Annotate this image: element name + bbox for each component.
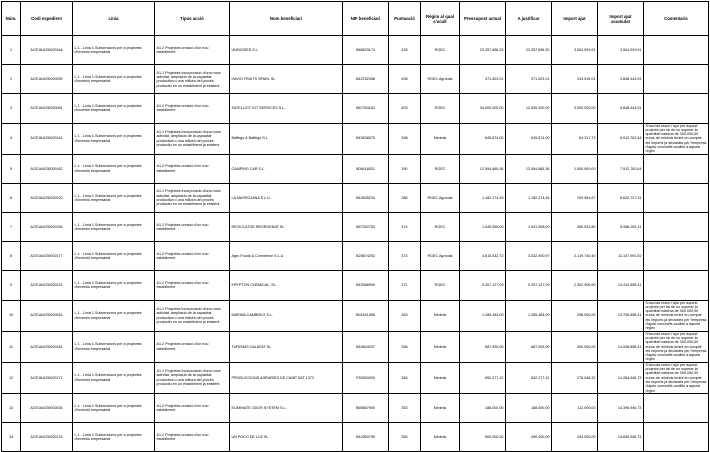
- header-regim: Règim al qual s'acull: [421, 2, 460, 36]
- cell-acumulat: 3.504.929,91: [598, 36, 644, 65]
- header-codi: Codi expedient: [21, 2, 73, 36]
- cell-num: 6: [2, 183, 21, 212]
- cell-linia: L.1 - Línia 1.Subvencions per a projectes d'inversió empresarial: [73, 36, 155, 65]
- cell-tipus: A1.1 Projectes incorporació d'una nova activitat, ampliació de la capacitat productiva o una millora del procés productiu en un establiment ja existent: [155, 123, 230, 154]
- cell-acumulat: 7.912.762,64: [598, 154, 644, 183]
- cell-justificar: 645.874,00: [506, 123, 552, 154]
- table-row: [2, 183, 709, 212]
- cell-linia: L.1 - Línia 1.Subvencions per a projectes d'inversió empresarial: [73, 183, 155, 212]
- cell-linia: L.1 - Línia 1.Subvencions per a projectes d'inversió empresarial: [73, 154, 155, 183]
- cell-pressupost: 3.615.532,72: [460, 242, 506, 271]
- cell-num: 5: [2, 154, 21, 183]
- cell-pressupost: 1.182.274,45: [460, 183, 506, 212]
- cell-linia: L.1 - Línia 1.Subvencions per a projectes d'inversió empresarial: [73, 300, 155, 331]
- cell-acumulat: 8.622.727,31: [598, 183, 644, 212]
- cell-punt: 374: [389, 213, 421, 242]
- cell-linia: L.1 - Línia 1.Subvencions per a projectes d'inversió empresarial: [73, 213, 155, 242]
- cell-nif: B43635234: [343, 183, 389, 212]
- cell-pressupost: 34.000.000,00: [460, 94, 506, 123]
- cell-codi: ACE164/25/000171: [21, 362, 73, 393]
- cell-import: 1.000.000,00: [552, 154, 598, 183]
- cell-comentaris: [644, 423, 709, 452]
- cell-acumulat: 13.410.898,41: [598, 271, 644, 300]
- cell-import: 112.000,00: [552, 393, 598, 422]
- cell-justificar: 12.594.665,36: [506, 154, 552, 183]
- cell-import: 2.119.740,40: [552, 242, 598, 271]
- cell-punt: 403: [389, 94, 421, 123]
- cell-acumulat: 14.690.946,73: [598, 423, 644, 452]
- cell-punt: 408: [389, 65, 421, 94]
- cell-codi: ACE164/25/000181: [21, 331, 73, 362]
- cell-num: 12: [2, 362, 21, 393]
- cell-codi: ACE164/25/000034: [21, 393, 73, 422]
- cell-import: 365.523,80: [552, 213, 598, 242]
- cell-nif: B08416521: [343, 154, 389, 183]
- cell-justificar: 188.000,00: [506, 393, 552, 422]
- header-num: Núm.: [2, 2, 21, 36]
- cell-num: 11: [2, 331, 21, 362]
- cell-nif: F35390000: [343, 362, 389, 393]
- cell-pressupost: 9.207.127,09: [460, 271, 506, 300]
- table-row: [2, 154, 709, 183]
- cell-nif: B43638075: [343, 123, 389, 154]
- cell-justificar: 371.523,01: [506, 65, 552, 94]
- cell-num: 14: [2, 423, 21, 452]
- cell-regim: Minimis: [421, 362, 460, 393]
- cell-codi: ACE164/25/000162: [21, 154, 73, 183]
- cell-justificar: 1.041.598,00: [506, 213, 552, 242]
- table-row: [2, 36, 709, 65]
- table-row: [2, 242, 709, 271]
- cell-regim: RGEC: [421, 36, 460, 65]
- cell-num: 9: [2, 271, 21, 300]
- cell-codi: ACE164/25/000177: [21, 242, 73, 271]
- cell-nif: B25674292: [343, 242, 389, 271]
- cell-codi: ACE164/25/000156: [21, 213, 73, 242]
- cell-nom: UNFASSES S.L.: [230, 36, 343, 65]
- cell-comentaris: [644, 94, 709, 123]
- cell-pressupost: 1.045.598,00: [460, 213, 506, 242]
- cell-tipus: A1.2 Projectes creació d'un nou establiment: [155, 423, 230, 452]
- cell-nom: RECICLATGE REORGENAT SL: [230, 213, 343, 242]
- table-row: [2, 94, 709, 123]
- cell-linia: L.1 - Línia 1.Subvencions per a projectes d'inversió empresarial: [73, 423, 155, 452]
- cell-comentaris: S'acorda reduir l'ajut per aquest projecte per tal de no superar la quantitat màxima de 300.000,00 euros de minimis tenint en compte els imports ja declarats per l'empresa d'ajuts concedits acollits a aquest règim: [644, 331, 709, 362]
- cell-regim: Minimis: [421, 423, 460, 452]
- cell-nom: HAVIO FRUITS SPAIN, SL: [230, 65, 343, 94]
- table-row: [2, 423, 709, 452]
- cell-import: 343.515,01: [552, 65, 598, 94]
- cell-acumulat: 14.284.946,73: [598, 362, 644, 393]
- cell-linia: L.1 - Línia 1.Subvencions per a projectes d'inversió empresarial: [73, 271, 155, 300]
- cell-acumulat: 11.107.991,52: [598, 242, 644, 271]
- cell-regim: Minimis: [421, 393, 460, 422]
- cell-import: 64.317,73: [552, 123, 598, 154]
- cell-punt: 398: [389, 123, 421, 154]
- header-nif: NIF beneficiari: [343, 2, 389, 36]
- cell-tipus: A1.2 Projectes creació d'un nou establiment: [155, 94, 230, 123]
- cell-justificar: 687.925,00: [506, 331, 552, 362]
- cell-pressupost: 12.594.665,36: [460, 154, 506, 183]
- cell-nom: Baffego & Baffego S.L: [230, 123, 343, 154]
- cell-punt: 374: [389, 242, 421, 271]
- cell-regim: Minimis: [421, 300, 460, 331]
- cell-codi: ACE164/25/000133: [21, 423, 73, 452]
- cell-justificar: 490.000,00: [506, 423, 552, 452]
- cell-justificar: 12.000.000,00: [506, 94, 552, 123]
- cell-import: 275.048,32: [552, 362, 598, 393]
- cell-comentaris: S'acorda reduir l'ajut per aquest projecte per tal de no superar la quantitat màxima de 300.000,00 euros de minimis tenint en compte els imports ja declarats per l'empresa d'ajuts concedits acollits a aquest règim: [644, 362, 709, 393]
- cell-linia: L.1 - Línia 1.Subvencions per a projectes d'inversió empresarial: [73, 123, 155, 154]
- header-justificar: A justificar: [506, 2, 552, 36]
- cell-nif: B01631858: [343, 300, 389, 331]
- cell-codi: ACE164/25/000259: [21, 65, 73, 94]
- cell-justificar: 3.532.900,97: [506, 242, 552, 271]
- cell-justificar: 23.357.696,30: [506, 36, 552, 65]
- cell-tipus: A1.1 Projectes incorporació d'una nova activitat, ampliació de la capacitat productiva o una millora del procés productiu en un establiment ja existent: [155, 65, 230, 94]
- cell-nom: ELIMINATE ODOR SYSTEM S.L.: [230, 393, 343, 422]
- cell-pressupost: 188.000,00: [460, 393, 506, 422]
- cell-regim: RGEC: [421, 213, 460, 242]
- cell-regim: Minimis: [421, 123, 460, 154]
- cell-pressupost: 500.000,00: [460, 423, 506, 452]
- cell-regim: Minimis: [421, 331, 460, 362]
- grants-table: [1, 1, 709, 452]
- header-comentaris: Comentaris: [644, 2, 709, 36]
- cell-justificar: 1.182.274,45: [506, 183, 552, 212]
- cell-pressupost: 645.874,00: [460, 123, 506, 154]
- cell-acumulat: 13.708.898,41: [598, 300, 644, 331]
- cell-punt: 353: [389, 393, 421, 422]
- cell-punt: 354: [389, 362, 421, 393]
- cell-punt: 439: [389, 36, 421, 65]
- cell-nif: B67334163: [343, 94, 389, 123]
- cell-justificar: 1.285.484,00: [506, 300, 552, 331]
- cell-comentaris: [644, 183, 709, 212]
- header-tipus: Tipus acció: [155, 2, 230, 36]
- cell-codi: ACE164/25/000164: [21, 36, 73, 65]
- cell-pressupost: 23.357.696,29: [460, 36, 506, 65]
- cell-acumulat: 14.396.946,73: [598, 393, 644, 422]
- cell-nom: MARINA CAMBRILS S.L.: [230, 300, 343, 331]
- cell-comentaris: [644, 242, 709, 271]
- cell-linia: L.1 - Línia 1.Subvencions per a projectes d'inversió empresarial: [73, 331, 155, 362]
- cell-linia: L.1 - Línia 1.Subvencions per a projectes d'inversió empresarial: [73, 94, 155, 123]
- cell-tipus: A1.1 Projectes incorporació d'una nova activitat, ampliació de la capacitat productiva o una millora del procés productiu en un establiment ja existent: [155, 362, 230, 393]
- table-row: [2, 123, 709, 154]
- header-row: [2, 2, 709, 36]
- cell-tipus: A1.1 Projectes incorporació d'una nova activitat, ampliació de la capacitat productiva o una millora del procés productiu en un establiment ja existent: [155, 183, 230, 212]
- header-acumulat: Import ajut acumulat: [598, 2, 644, 36]
- cell-regim: RGEC: [421, 154, 460, 183]
- cell-nif: B65633174: [343, 36, 389, 65]
- cell-codi: ACE164/25/000044: [21, 300, 73, 331]
- cell-num: 2: [2, 65, 21, 94]
- cell-nif: B55667900: [343, 393, 389, 422]
- cell-num: 1: [2, 36, 21, 65]
- cell-punt: 363: [389, 300, 421, 331]
- cell-linia: L.1 - Línia 1.Subvencions per a projectes d'inversió empresarial: [73, 242, 155, 271]
- cell-codi: ACE164/25/000221: [21, 271, 73, 300]
- cell-tipus: A1.2 Projectes creació d'un nou establiment: [155, 154, 230, 183]
- cell-comentaris: [644, 213, 709, 242]
- cell-nom: LA MASROJANA S.L.U.: [230, 183, 343, 212]
- cell-punt: 350: [389, 423, 421, 452]
- cell-pressupost: 371.523,01: [460, 65, 506, 94]
- header-linia: Línia: [73, 2, 155, 36]
- cell-nif: B44604037: [343, 331, 389, 362]
- cell-regim: RGEC Agrícola: [421, 65, 460, 94]
- cell-codi: ACE164/25/000081: [21, 94, 73, 123]
- cell-acumulat: 6.912.762,64: [598, 123, 644, 154]
- cell-comentaris: [644, 36, 709, 65]
- cell-pressupost: 652.277,12: [460, 362, 506, 393]
- cell-linia: L.1 - Línia 1.Subvencions per a projectes d'inversió empresarial: [73, 65, 155, 94]
- cell-justificar: 9.207.127,09: [506, 271, 552, 300]
- cell-num: 10: [2, 300, 21, 331]
- cell-acumulat: 14.008.898,41: [598, 331, 644, 362]
- cell-justificar: 652.277,12: [506, 362, 552, 393]
- cell-nom: CAMPING CAR S.L.: [230, 154, 343, 183]
- cell-linia: L.1 - Línia 1.Subvencions per a projectes d'inversió empresarial: [73, 393, 155, 422]
- table-row: [2, 271, 709, 300]
- header-puntuacio: Puntuació: [389, 2, 421, 36]
- cell-tipus: A1.1 Projectes incorporació d'una nova activitat, ampliació de la capacitat productiva o una millora del procés productiu en un establiment ja existent: [155, 300, 230, 331]
- cell-nom: Agro Foods & Commerce S.L.U: [230, 242, 343, 271]
- header-nom: Nom beneficiari: [230, 2, 343, 36]
- cell-punt: 371: [389, 271, 421, 300]
- table-row: [2, 393, 709, 422]
- table-row: [2, 300, 709, 331]
- cell-regim: RGEC Agrícola: [421, 183, 460, 212]
- cell-pressupost: 687.925,00: [460, 331, 506, 362]
- cell-nif: B42950790: [343, 423, 389, 452]
- cell-tipus: A1.2 Projectes creació d'un nou establiment: [155, 393, 230, 422]
- cell-punt: 390: [389, 154, 421, 183]
- cell-nom: KRYPTON CHEMICAL, SL: [230, 271, 343, 300]
- cell-nom: TURISMO CALAFAT SL: [230, 331, 343, 362]
- cell-comentaris: [644, 154, 709, 183]
- cell-tipus: A1.2 Projectes creació d'un nou establiment: [155, 213, 230, 242]
- cell-comentaris: S'acorda reduir l'ajut per aquest projecte per tal de no superar la quantitat màxima de 300.000,00 euros de minimis tenint en compte els imports ja declarats per l'empresa d'ajuts concedits acollits a aquest règim: [644, 300, 709, 331]
- cell-import: 709.964,67: [552, 183, 598, 212]
- cell-codi: ACE164/25/000161: [21, 123, 73, 154]
- cell-comentaris: [644, 393, 709, 422]
- cell-num: 8: [2, 242, 21, 271]
- cell-import: 300.000,00: [552, 331, 598, 362]
- header-pressupost: Pressupost actual: [460, 2, 506, 36]
- header-import: Import ajut: [552, 2, 598, 36]
- cell-import: 3.504.929,91: [552, 36, 598, 65]
- cell-tipus: A1.2 Projectes creació d'un nou establiment: [155, 331, 230, 362]
- cell-comentaris: S'acorda reduir l'ajut per aquest projecte per tal de no superar la quantitat màxima de 300.000,00 euros de minimis tenint en compte els imports ja declarats per l'empresa d'ajuts concedits acollits a aquest règim: [644, 123, 709, 154]
- cell-nif: B43088990: [343, 271, 389, 300]
- cell-nom: PRODUCCIONS AGRARIES DE CAMP SAT 1373: [230, 362, 343, 393]
- table-row: [2, 65, 709, 94]
- cell-acumulat: 3.848.444,91: [598, 65, 644, 94]
- cell-codi: ACE164/25/000220: [21, 183, 73, 212]
- cell-regim: RGEC: [421, 94, 460, 123]
- cell-num: 13: [2, 393, 21, 422]
- cell-regim: RGEC Agrícola: [421, 242, 460, 271]
- cell-comentaris: [644, 65, 709, 94]
- cell-pressupost: 1.285.484,00: [460, 300, 506, 331]
- cell-linia: L.1 - Línia 1.Subvencions per a projectes d'inversió empresarial: [73, 362, 155, 393]
- cell-num: 7: [2, 213, 21, 242]
- cell-import: 2.302.906,90: [552, 271, 598, 300]
- cell-tipus: A1.2 Projectes creació d'un nou establiment: [155, 242, 230, 271]
- cell-num: 4: [2, 123, 21, 154]
- table-row: [2, 331, 709, 362]
- cell-acumulat: 8.988.251,11: [598, 213, 644, 242]
- cell-acumulat: 6.848.444,91: [598, 94, 644, 123]
- cell-comentaris: [644, 271, 709, 300]
- cell-nif: B43782358: [343, 65, 389, 94]
- cell-tipus: A1.2 Projectes creació d'un nou establiment: [155, 36, 230, 65]
- cell-import: 298.000,00: [552, 300, 598, 331]
- cell-punt: 356: [389, 331, 421, 362]
- cell-num: 3: [2, 94, 21, 123]
- table-row: [2, 213, 709, 242]
- cell-nif: B67392753: [343, 213, 389, 242]
- cell-punt: 386: [389, 183, 421, 212]
- table-row: [2, 362, 709, 393]
- cell-import: 294.000,00: [552, 423, 598, 452]
- cell-import: 3.000.000,00: [552, 94, 598, 123]
- cell-nom: SATELLIOT IOT SERVICES S.L.: [230, 94, 343, 123]
- cell-regim: RGEC: [421, 271, 460, 300]
- cell-tipus: A1.2 Projectes creació d'un nou establiment: [155, 271, 230, 300]
- cell-nom: UN POCO DE LUZ SL: [230, 423, 343, 452]
